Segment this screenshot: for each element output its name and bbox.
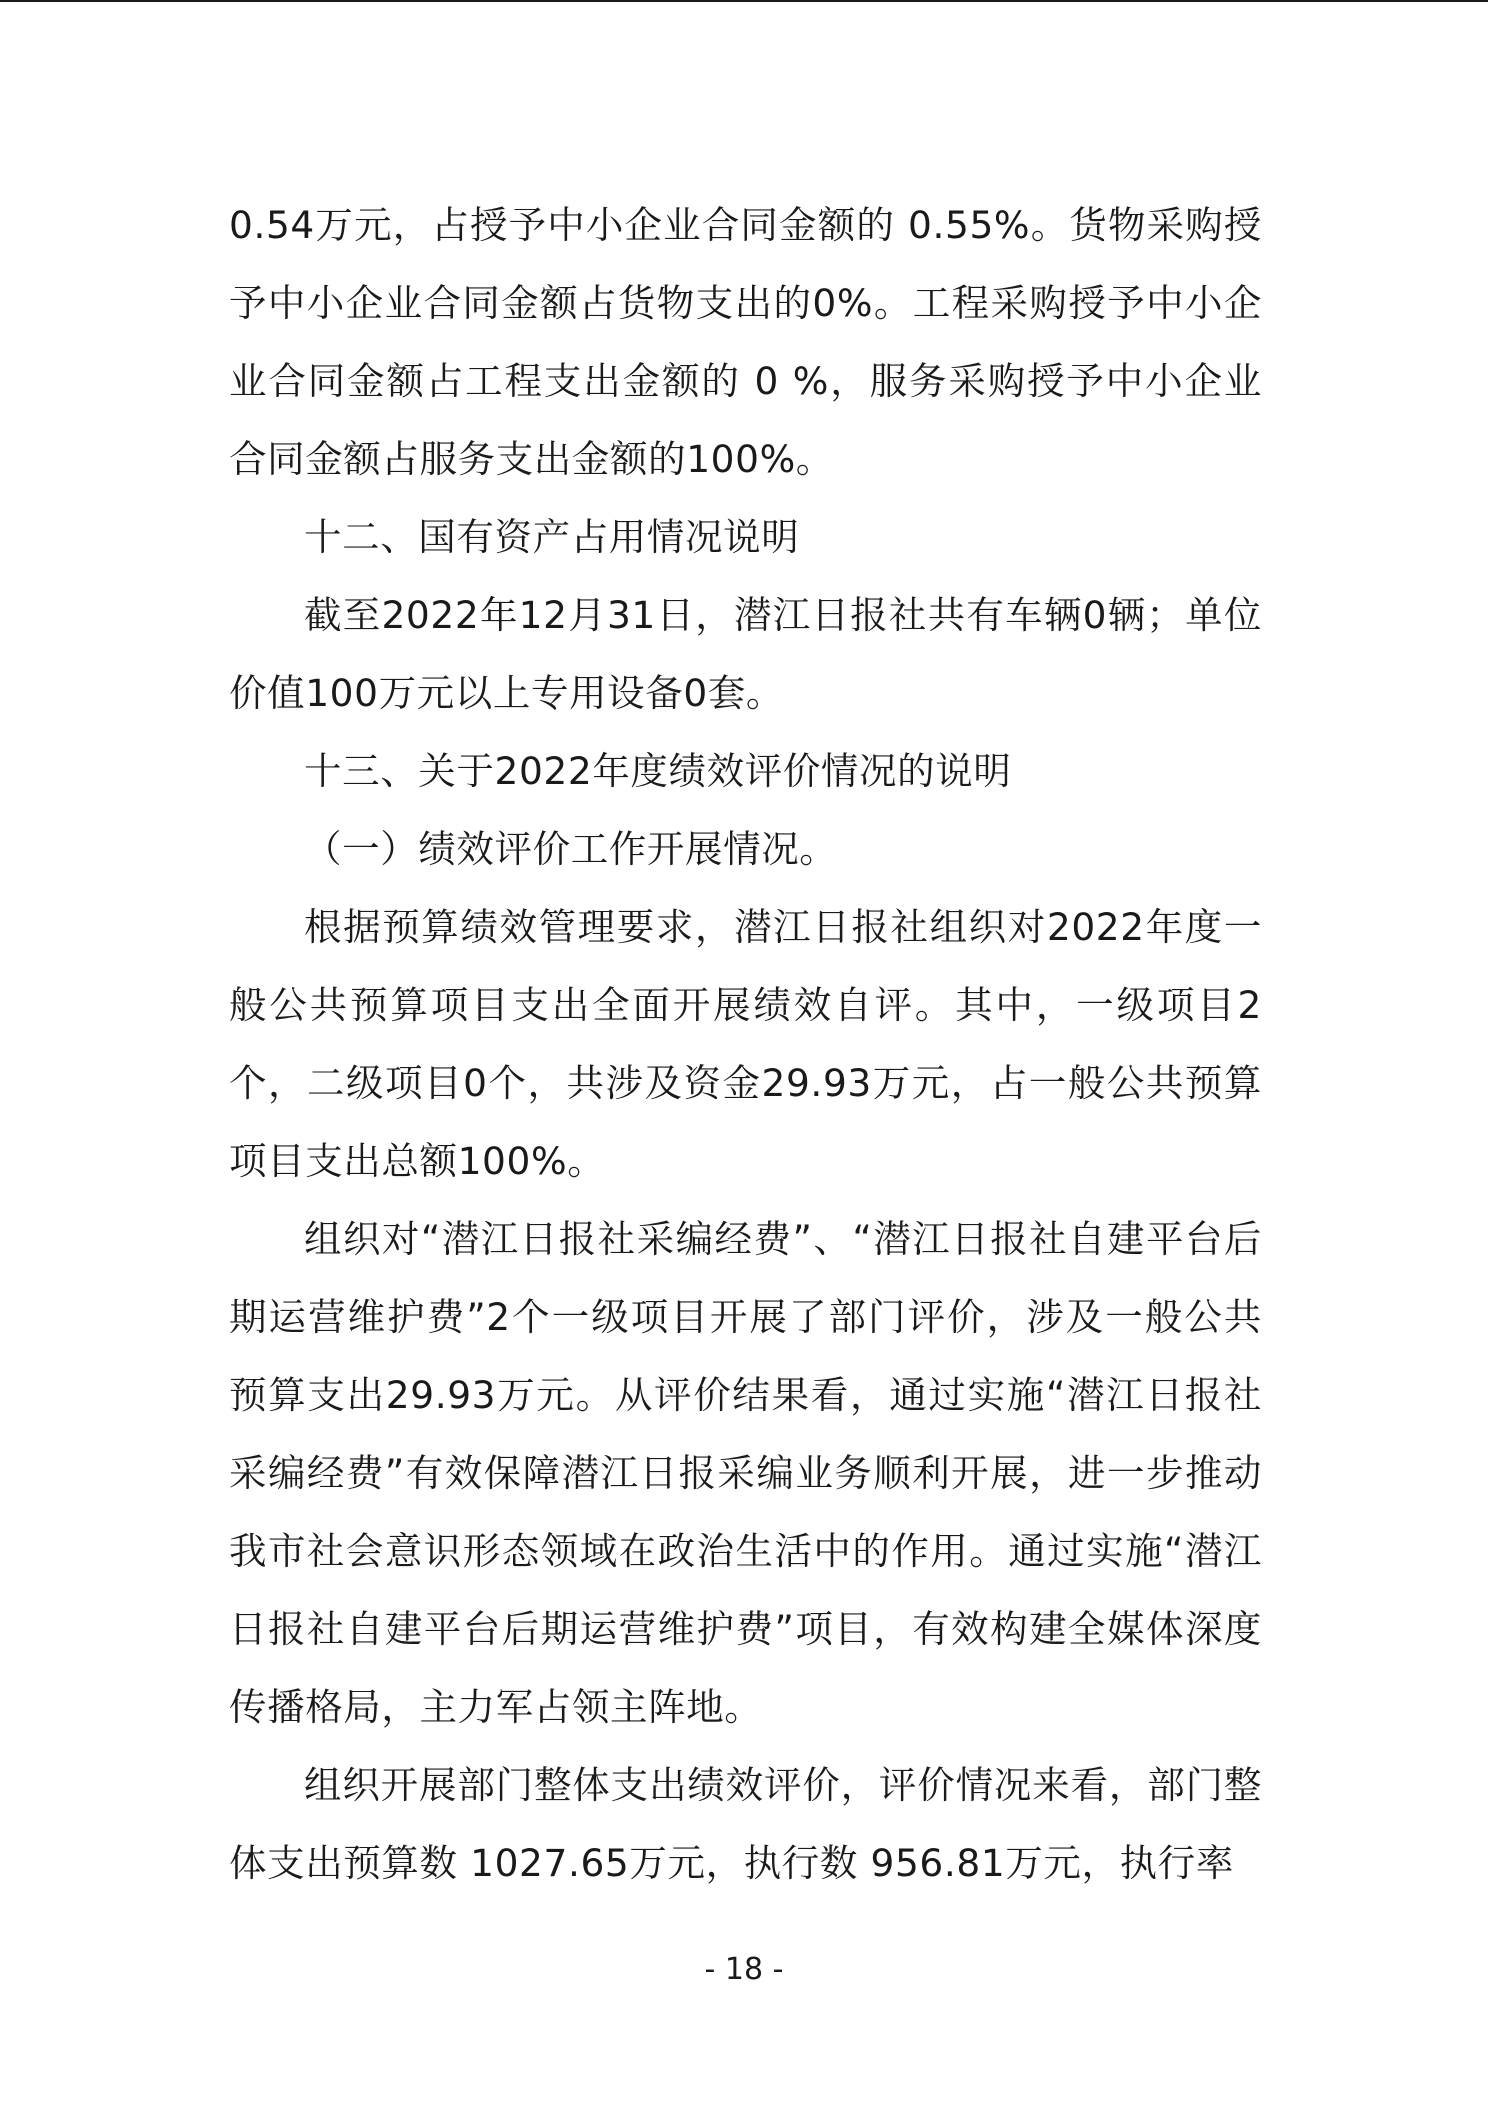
page-number: - 18 -: [704, 1952, 784, 1987]
paragraph-self-evaluation: 根据预算绩效管理要求，潜江日报社组织对2022年度一般公共预算项目支出全面开展绩效自评。其中，一级项目2个，二级项目0个，共涉及资金29.93万元，占一般公共预算项目支出总额100%。: [229, 905, 1262, 1183]
subheading-evaluation-work: （一）绩效评价工作开展情况。: [304, 827, 838, 871]
top-border-line: [0, 0, 1488, 2]
heading-section-13: 十三、关于2022年度绩效评价情况的说明: [304, 749, 1012, 793]
paragraph-sme-contract-ratio: 0.54万元，占授予中小企业合同金额的 0.55%。货物采购授予中小企业合同金额占货物支出的0%。工程采购授予中小企业合同金额占工程支出金额的 0 %，服务采购授予中小企业合同金额占服务支出金额的100%。: [229, 203, 1262, 481]
heading-section-12: 十二、国有资产占用情况说明: [304, 515, 800, 559]
paragraph-assets: 截至2022年12月31日，潜江日报社共有车辆0辆；单位价值100万元以上专用设备0套。: [229, 593, 1262, 715]
document-body: [229, 186, 1262, 1902]
paragraph-overall-expenditure: 组织开展部门整体支出绩效评价，评价情况来看，部门整体支出预算数 1027.65万元，执行数 956.81万元，执行率: [229, 1763, 1262, 1885]
paragraph-project-evaluation: 组织对“潜江日报社采编经费”、“潜江日报社自建平台后期运营维护费”2个一级项目开展了部门评价，涉及一般公共预算支出29.93万元。从评价结果看，通过实施“潜江日报社采编经费”有效保障潜江日报采编业务顺利开展，进一步推动我市社会意识形态领域在政治生活中的作用。通过实施“潜江日报社自建平台后期运营维护费”项目，有效构建全媒体深度传播格局，主力军占领主阵地。: [229, 1217, 1262, 1729]
